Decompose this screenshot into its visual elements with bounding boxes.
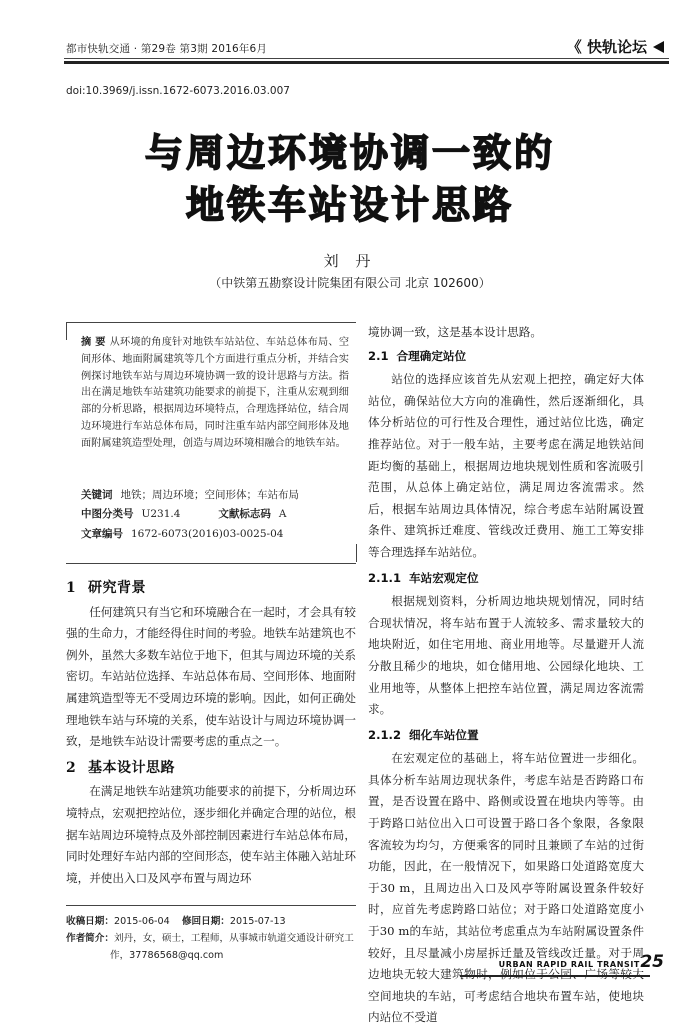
- left-column: [66, 578, 356, 889]
- title-line-2: 地铁车站设计思路: [185, 183, 514, 227]
- abstract-box-corner: [66, 322, 67, 340]
- author-bio: 刘丹，女，硕士，工程师，从事城市轨道交通设计研究工: [113, 933, 354, 944]
- doc-code-label: 文献标志码: [218, 508, 271, 520]
- author: 刘 丹: [323, 252, 377, 270]
- classification: [81, 506, 287, 521]
- clc-value: U231.4: [141, 508, 181, 520]
- section-2-1-heading: [368, 346, 644, 368]
- journal-header: 都市快轨交通 · 第29卷 第3期 2016年6月: [66, 43, 268, 55]
- footnote-dates: [66, 913, 286, 930]
- section-1-paragraph: 任何建筑只有当它和环境融合在一起时，才会具有较强的生命力，才能经得住时间的考验。地铁车站建筑也不例外，虽然大多数车站位于地下，但其与周边环境的关系密切。车站站位选择、车站总体布局、空间形体、地面附属建筑造型等无不受周边环境的影响。因此，如何正确处理地铁车站与环境的关系，使车站设计与周边环境协调一致，是地铁车站设计需要考虑的重点之一。: [66, 604, 356, 749]
- section-title: 合理确定站位: [396, 348, 467, 363]
- article-number: [81, 526, 283, 541]
- section-title: 车站宏观定位: [409, 570, 479, 585]
- triangle-left-icon: [653, 41, 664, 53]
- page-number: 25: [640, 952, 664, 972]
- author-bio-label: 作者简介：: [66, 933, 114, 944]
- doc-code-value: A: [278, 508, 287, 520]
- affiliation: （中铁第五勘察设计院集团有限公司 北京 102600）: [209, 276, 491, 290]
- section-number: 2: [66, 759, 77, 776]
- section-2-1-1-heading: [368, 568, 644, 590]
- section-1-heading: [66, 578, 356, 600]
- doi: doi:10.3969/j.issn.1672-6073.2016.03.007: [66, 85, 290, 97]
- abstract-label: 摘 要: [81, 337, 106, 348]
- received-date: 2015-06-04: [113, 916, 170, 927]
- revised-date: 2015-07-13: [229, 916, 286, 927]
- section-title: 研究背景: [88, 580, 146, 596]
- column-header: [567, 36, 664, 57]
- section-2-1-paragraph: 站位的选择应该首先从宏观上把控，确定好大体站位，确保站位大方向的准确性，然后逐渐细化，具体分析站位的可行性及合理性，通过站位比选，确定推荐站位。对于一般车站，主要考虑在满足地铁站间距均衡的基础上，根据周边地块规划性质和客流吸引范围，从总体上确定站位，满足周边客流需求。然后，根据车站周边具体情况，综合考虑车站附属设置条件、建筑拆迁难度、管线改迁费用、施工工筹安排等合理选择车站站位。: [368, 372, 644, 559]
- section-number: 2.1: [368, 348, 389, 363]
- clc-label: 中图分类号: [81, 508, 134, 520]
- revised-label: 修回日期：: [181, 916, 230, 927]
- section-2-heading: [66, 758, 356, 780]
- header-rule-thick: [64, 61, 669, 64]
- section-number: 2.1.2: [368, 727, 402, 742]
- article-no-label: 文章编号: [81, 528, 123, 540]
- title-line-1: 与周边环境协调一致的: [144, 131, 555, 175]
- footnote-rule: [66, 905, 356, 906]
- footer-rule: [460, 975, 650, 977]
- header-rule-thin: [64, 58, 669, 59]
- keywords-label: 关键词: [81, 489, 113, 501]
- abstract: [81, 335, 349, 453]
- received-label: 收稿日期：: [66, 916, 114, 927]
- keywords-text: 地铁；周边环境；空间形体；车站布局: [120, 489, 299, 501]
- abstract-text: 从环境的角度针对地铁车站站位、车站总体布局、空间形体、地面附属建筑等几个方面进行重点分析，并结合实例探讨地铁车站与周边环境协调一致的设计思路与方法。指出在满足地铁车站建筑功能要求的前提下，注重从宏观到细部的分析思路，根据周边环境特点，合理选择站位，结合周边环境进行车站总体布局，同时注重车站内部空间形体及地面附属建筑造型处理，创造与周边环境相融合的地铁车站。: [81, 337, 350, 449]
- abstract-box-corner: [356, 544, 357, 562]
- column-name: 《 快轨论坛: [566, 38, 647, 56]
- section-number: 2.1.1: [368, 570, 402, 585]
- footnote-author: [66, 930, 356, 947]
- section-title: 细化车站位置: [409, 727, 479, 742]
- footnote-author-cont: 作，37786568@qq.com: [110, 950, 224, 961]
- section-2-paragraph: 在满足地铁车站建筑功能要求的前提下，分析周边环境特点，宏观把控站位，逐步细化并确定合理的站位，根据车站周边环境特点及外部控制因素进行车站总体布局，同时处理好车站内部的空间形态，使车站主体融入站址环境，并使出入口及风亭布置与周边环: [66, 784, 356, 885]
- section-2-paragraph-cont: 境协调一致，这是基本设计思路。: [368, 325, 542, 339]
- section-number: 1: [66, 580, 77, 596]
- section-2-1-1-paragraph: 根据规划资料，分析周边地块规划情况，同时结合现状情况，将车站布置于人流较多、需求量较大的地块附近，如住宅用地、商业用地等。尽量避开人流分散且稀少的地块，如仓储用地、公园绿化地块、工业用地等，从整体上把控车站位置，满足周边客流需求。: [368, 594, 644, 717]
- article-no-value: 1672-6073(2016)03-0025-04: [131, 528, 284, 540]
- section-2-1-2-heading: [368, 725, 644, 747]
- section-title: 基本设计思路: [88, 759, 175, 776]
- keywords: [81, 487, 299, 502]
- section-2-1-2-paragraph: 在宏观定位的基础上，将车站位置进一步细化。具体分析车站周边现状条件，考虑车站是否跨路口布置，是否设置在路中、路侧或设置在地块内等等。由于跨路口站位出入口可设置于路口各个象限，各象限客流较为均匀，方便乘客的同时且兼顾了车站的过街功能，因此，在一般情况下，如果路口处道路宽度大于30 m，且周边出入口及风亭等附属设置条件较好时，应首先考虑跨路口站位；对于路口处道路宽度小于30 m的车站，其站位考虑重点为车站附属设置条件较好，且尽量减小房屋拆迁量及管线改迁量。对于周边地块无较大建筑物时，例如位于公园、广场等较大空间地块的车站，可考虑结合地块布置车站，使地块内站位不受道: [368, 751, 644, 1025]
- footer-brand: URBAN RAPID RAIL TRANSIT: [498, 960, 640, 969]
- right-column: [368, 322, 644, 1029]
